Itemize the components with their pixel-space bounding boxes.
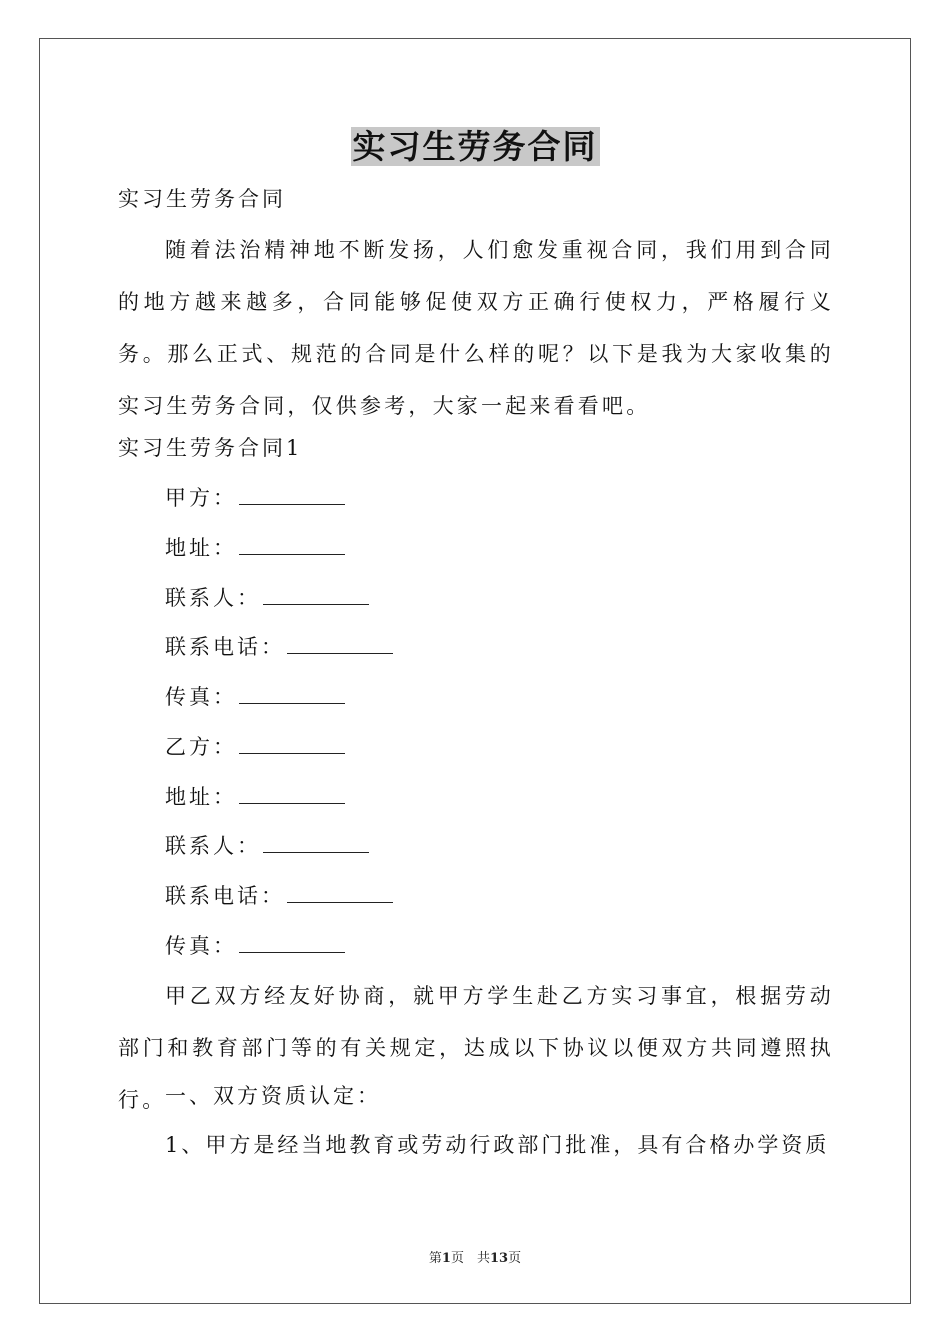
blank-line — [239, 735, 345, 754]
field-party-b: 乙方： — [165, 732, 345, 762]
blank-line — [239, 934, 345, 953]
field-contact-a: 联系人： — [165, 583, 369, 613]
subtitle: 实习生劳务合同 — [118, 187, 286, 211]
agreement-paragraph: 甲乙双方经友好协商，就甲方学生赴乙方实习事宜，根据劳动部门和教育部门等的有关规定，达成以下协议以便双方共同遵照执行。 — [118, 984, 834, 1112]
blank-line — [263, 834, 369, 853]
field-fax-b: 传真： — [165, 931, 345, 961]
clause-heading: 一、双方资质认定： — [165, 1084, 381, 1108]
clause-1: 1、甲方是经当地教育或劳动行政部门批准，具有合格办学资质 — [165, 1133, 830, 1157]
blank-line — [263, 586, 369, 605]
page-footer: 第1页 共13页 — [428, 1251, 522, 1266]
blank-line — [239, 685, 345, 704]
field-phone-b: 联系电话： — [165, 881, 393, 911]
field-address-b: 地址： — [165, 782, 345, 812]
field-fax-a: 传真： — [165, 682, 345, 712]
field-contact-b: 联系人： — [165, 831, 369, 861]
blank-line — [239, 486, 345, 505]
field-phone-a: 联系电话： — [165, 632, 393, 662]
document-title: 实习生劳务合同 — [352, 127, 598, 166]
blank-line — [287, 635, 393, 654]
field-address-a: 地址： — [165, 533, 345, 563]
blank-line — [239, 785, 345, 804]
blank-line — [287, 884, 393, 903]
field-party-a: 甲方： — [165, 483, 345, 513]
section-title: 实习生劳务合同1 — [118, 436, 303, 460]
blank-line — [239, 536, 345, 555]
intro-paragraph: 随着法治精神地不断发扬，人们愈发重视合同，我们用到合同的地方越来越多，合同能够促使双方正确行使权力，严格履行义务。那么正式、规范的合同是什么样的呢？以下是我为大家收集的实习生劳务合同，仅供参考，大家一起来看看吧。 — [118, 238, 834, 418]
